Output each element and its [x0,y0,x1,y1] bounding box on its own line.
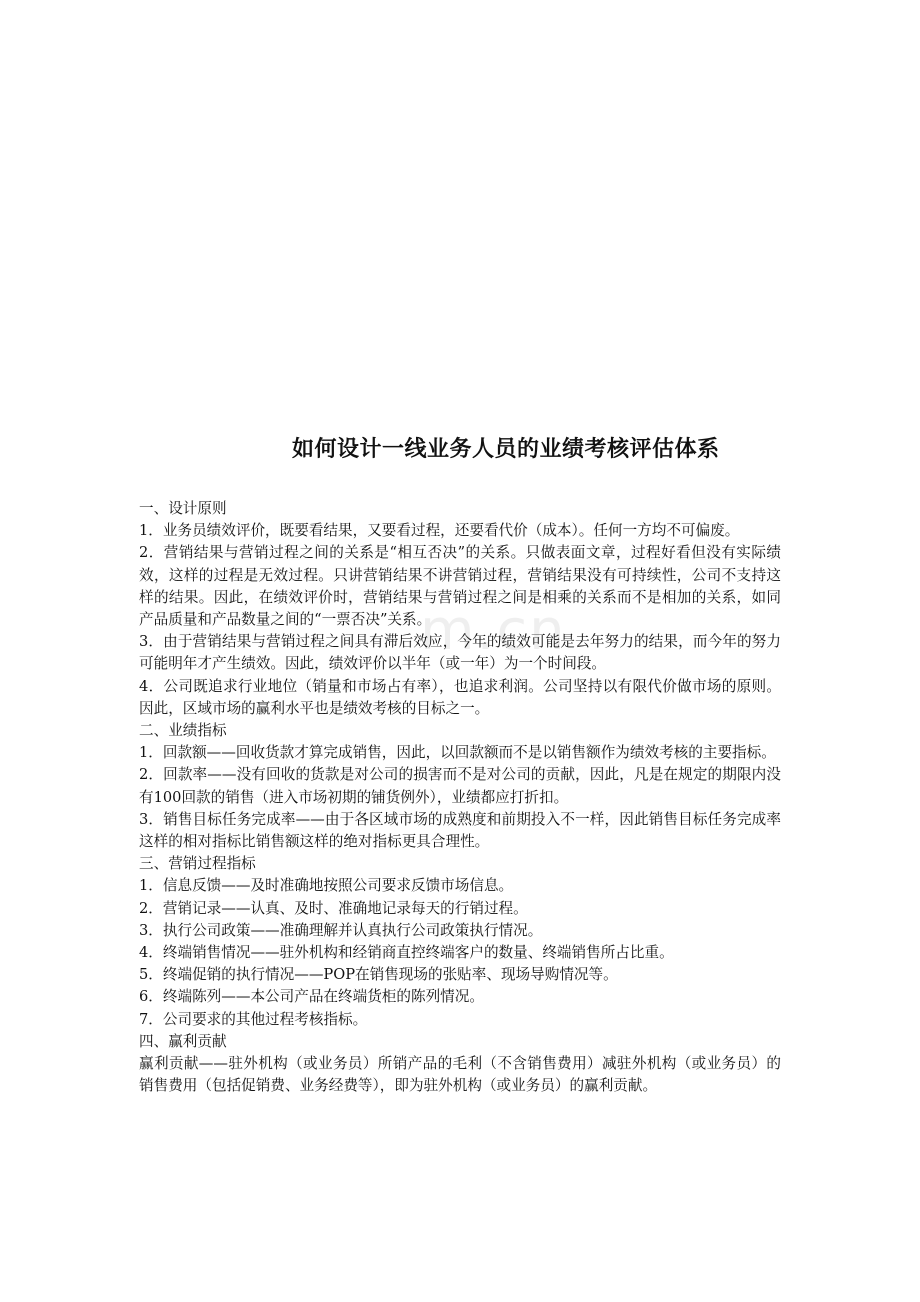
section-heading-performance-indicators: 二、业绩指标 [139,722,227,740]
paragraph: 4．公司既追求行业地位（销量和市场占有率），也追求利润。公司坚持以有限代价做市场的原则。因此，区域市场的赢利水平也是绩效考核的目标之一。 [139,677,781,717]
paragraph: 3．销售目标任务完成率——由于各区域市场的成熟度和前期投入不一样，因此销售目标任务完成率这样的相对指标比销售额这样的绝对指标更具合理性。 [139,810,781,851]
paragraph: 1．信息反馈——及时准确地按照公司要求反馈市场信息。 [139,877,514,895]
paragraph: 6．终端陈列——本公司产品在终端货柜的陈列情况。 [139,988,484,1006]
section-heading-design-principles: 一、设计原则 [139,500,227,517]
paragraph: 3．由于营销结果与营销过程之间具有滞后效应，今年的绩效可能是去年努力的结果，而今年的努力可能明年才产生绩效。因此，绩效评价以半年（或一年）为一个时间段。 [139,633,781,673]
paragraph: 4．终端销售情况——驻外机构和经销商直控终端客户的数量、终端销售所占比重。 [139,944,674,962]
paragraph: 2．回款率——没有回收的货款是对公司的损害而不是对公司的贡献，因此，凡是在规定的期限内没有100回款的销售（进入市场初期的铺货例外），业绩都应打折扣。 [139,766,781,806]
document-body [139,498,781,1097]
paragraph: 1．业务员绩效评价，既要看结果，又要看过程，还要看代价（成本）。任何一方均不可偏废。 [139,522,740,540]
paragraph: 2．营销记录——认真、及时、准确地记录每天的行销过程。 [139,899,528,917]
paragraph: 7．公司要求的其他过程考核指标。 [139,1010,368,1028]
paragraph: 1．回款额——回收货款才算完成销售，因此，以回款额而不是以销售额作为绩效考核的主要指标。 [139,744,776,762]
section-heading-profit-contribution: 四、赢利贡献 [139,1032,227,1050]
paragraph: 2．营销结果与营销过程之间的关系是“相互否决”的关系。只做表面文章，过程好看但没有实际绩效，这样的过程是无效过程。只讲营销结果不讲营销过程，营销结果没有可持续性，公司不支持这样的结果。因此，在绩效评价时，营销结果与营销过程之间是相乘的关系而不是相加的关系，如同产品质量和产品数量之间的“一票否决”关系。 [139,544,781,629]
paragraph: 5．终端促销的执行情况——POP在销售现场的张贴率、现场导购情况等。 [139,966,618,984]
paragraph: 赢利贡献——驻外机构（或业务员）所销产品的毛利（不含销售费用）减驻外机构（或业务员）的销售费用（包括促销费、业务经费等），即为驻外机构（或业务员）的赢利贡献。 [139,1055,781,1095]
section-heading-process-indicators: 三、营销过程指标 [139,855,256,873]
document-title: 如何设计一线业务人员的业绩考核评估体系 [292,437,720,462]
watermark: m.cn [420,598,567,663]
paragraph: 3．执行公司政策——准确理解并认真执行公司政策执行情况。 [139,921,543,939]
